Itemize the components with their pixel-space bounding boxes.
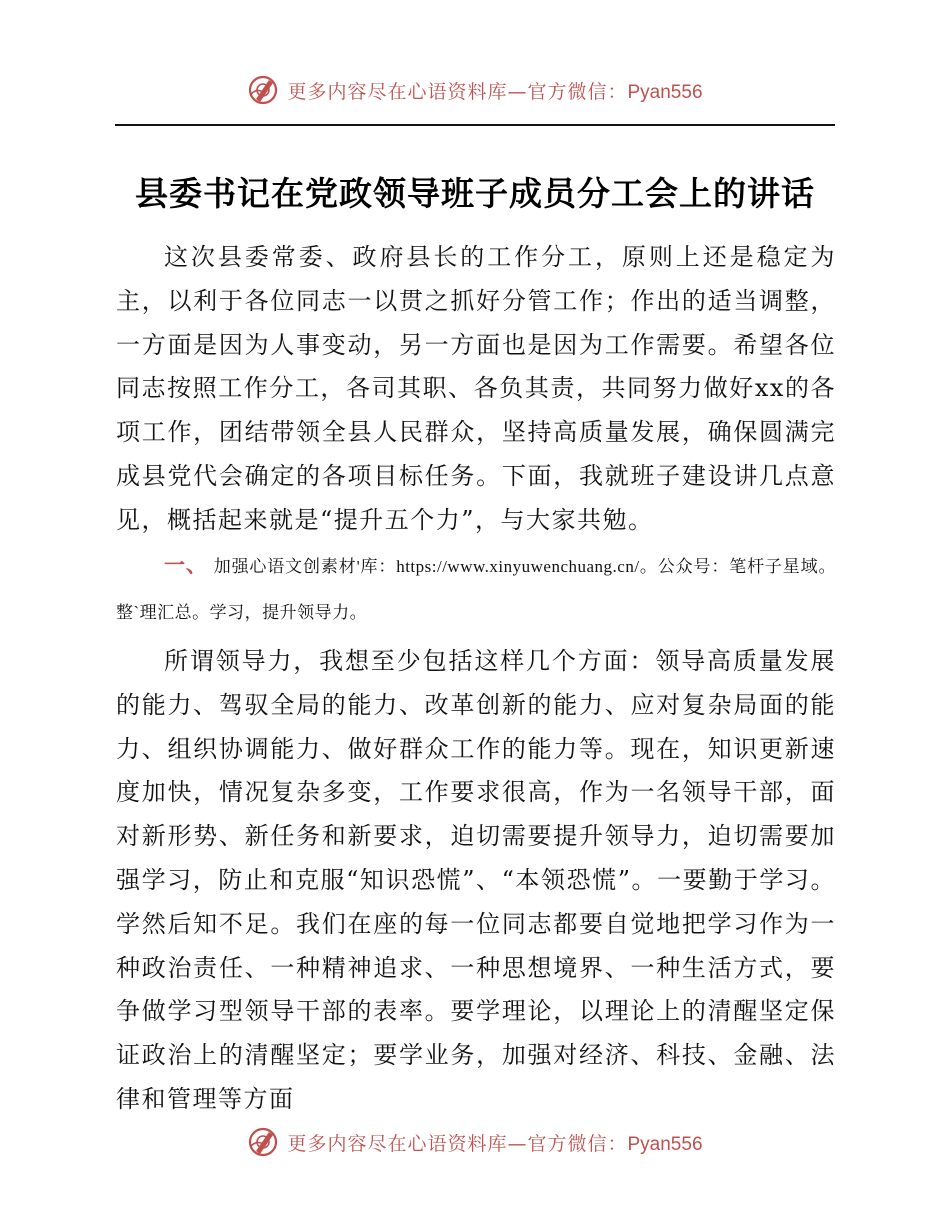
watermark-wechat-label: 官方微信： [527,1132,628,1155]
watermark-wechat-id: Pyan556 [627,81,703,103]
footer-watermark [0,1122,950,1162]
header-divider [115,124,835,126]
watermark-site-name: 更多内容尽在心语资料库 [287,1132,508,1155]
pen-logo-icon [247,74,279,106]
header-watermark [0,70,950,110]
watermark-site-name: 更多内容尽在心语资料库 [287,80,508,103]
document-body [116,236,836,1122]
watermark-text [287,1129,702,1156]
watermark-separator: — [507,80,528,103]
watermark-wechat-id: Pyan556 [627,1133,703,1155]
paragraph-leadership: 所谓领导力，我想至少包括这样几个方面：领导高质量发展的能力、驾驭全局的能力、改革创新的能力、应对复杂局面的能力、组织协调能力、做好群众工作的能力等。现在，知识更新速度加快，情况复杂多变，工作要求很高，作为一名领导干部，面对新形势、新任务和新要求，迫切需要提升领导力，迫切需要加强学习，防止和克服“知识恐慌”、“本领恐慌”。一要勤于学习。学然后知不足。我们在座的每一位同志都要自觉地把学习作为一种政治责任、一种精神追求、一种思想境界、一种生活方式，要争做学习型领导干部的表率。要学理论，以理论上的清醒坚定保证政治上的清醒坚定；要学业务，加强对经济、科技、金融、法律和管理等方面 [116,647,836,1113]
watermark-text [287,77,702,104]
watermark-separator: — [507,1132,528,1155]
paragraph-intro: 这次县委常委、政府县长的工作分工，原则上还是稳定为主，以利于各位同志一以贯之抓好分管工作；作出的适当调整，一方面是因为人事变动，另一方面也是因为工作需要。希望各位同志按照工作分工，各司其职、各负其责，共同努力做好xx的各项工作，团结带领全县人民群众，坚持高质量发展，确保圆满完成县党代会确定的各项目标任务。下面，我就班子建设讲几点意见，概括起来就是“提升五个力”，与大家共勉。 [116,243,836,534]
section-heading [116,542,836,640]
watermark-wechat-label: 官方微信： [527,80,628,103]
section-heading-text: 加强心语文创素材'库：https://www.xinyuwenchuang.cn/。公众号：笔杆子星域。整`理汇总。学习，提升领导力。 [116,557,836,622]
pen-logo-icon [247,1126,279,1158]
document-title: 县委书记在党政领导班子成员分工会上的讲话 [135,174,815,213]
section-number: 一、 [164,552,208,577]
